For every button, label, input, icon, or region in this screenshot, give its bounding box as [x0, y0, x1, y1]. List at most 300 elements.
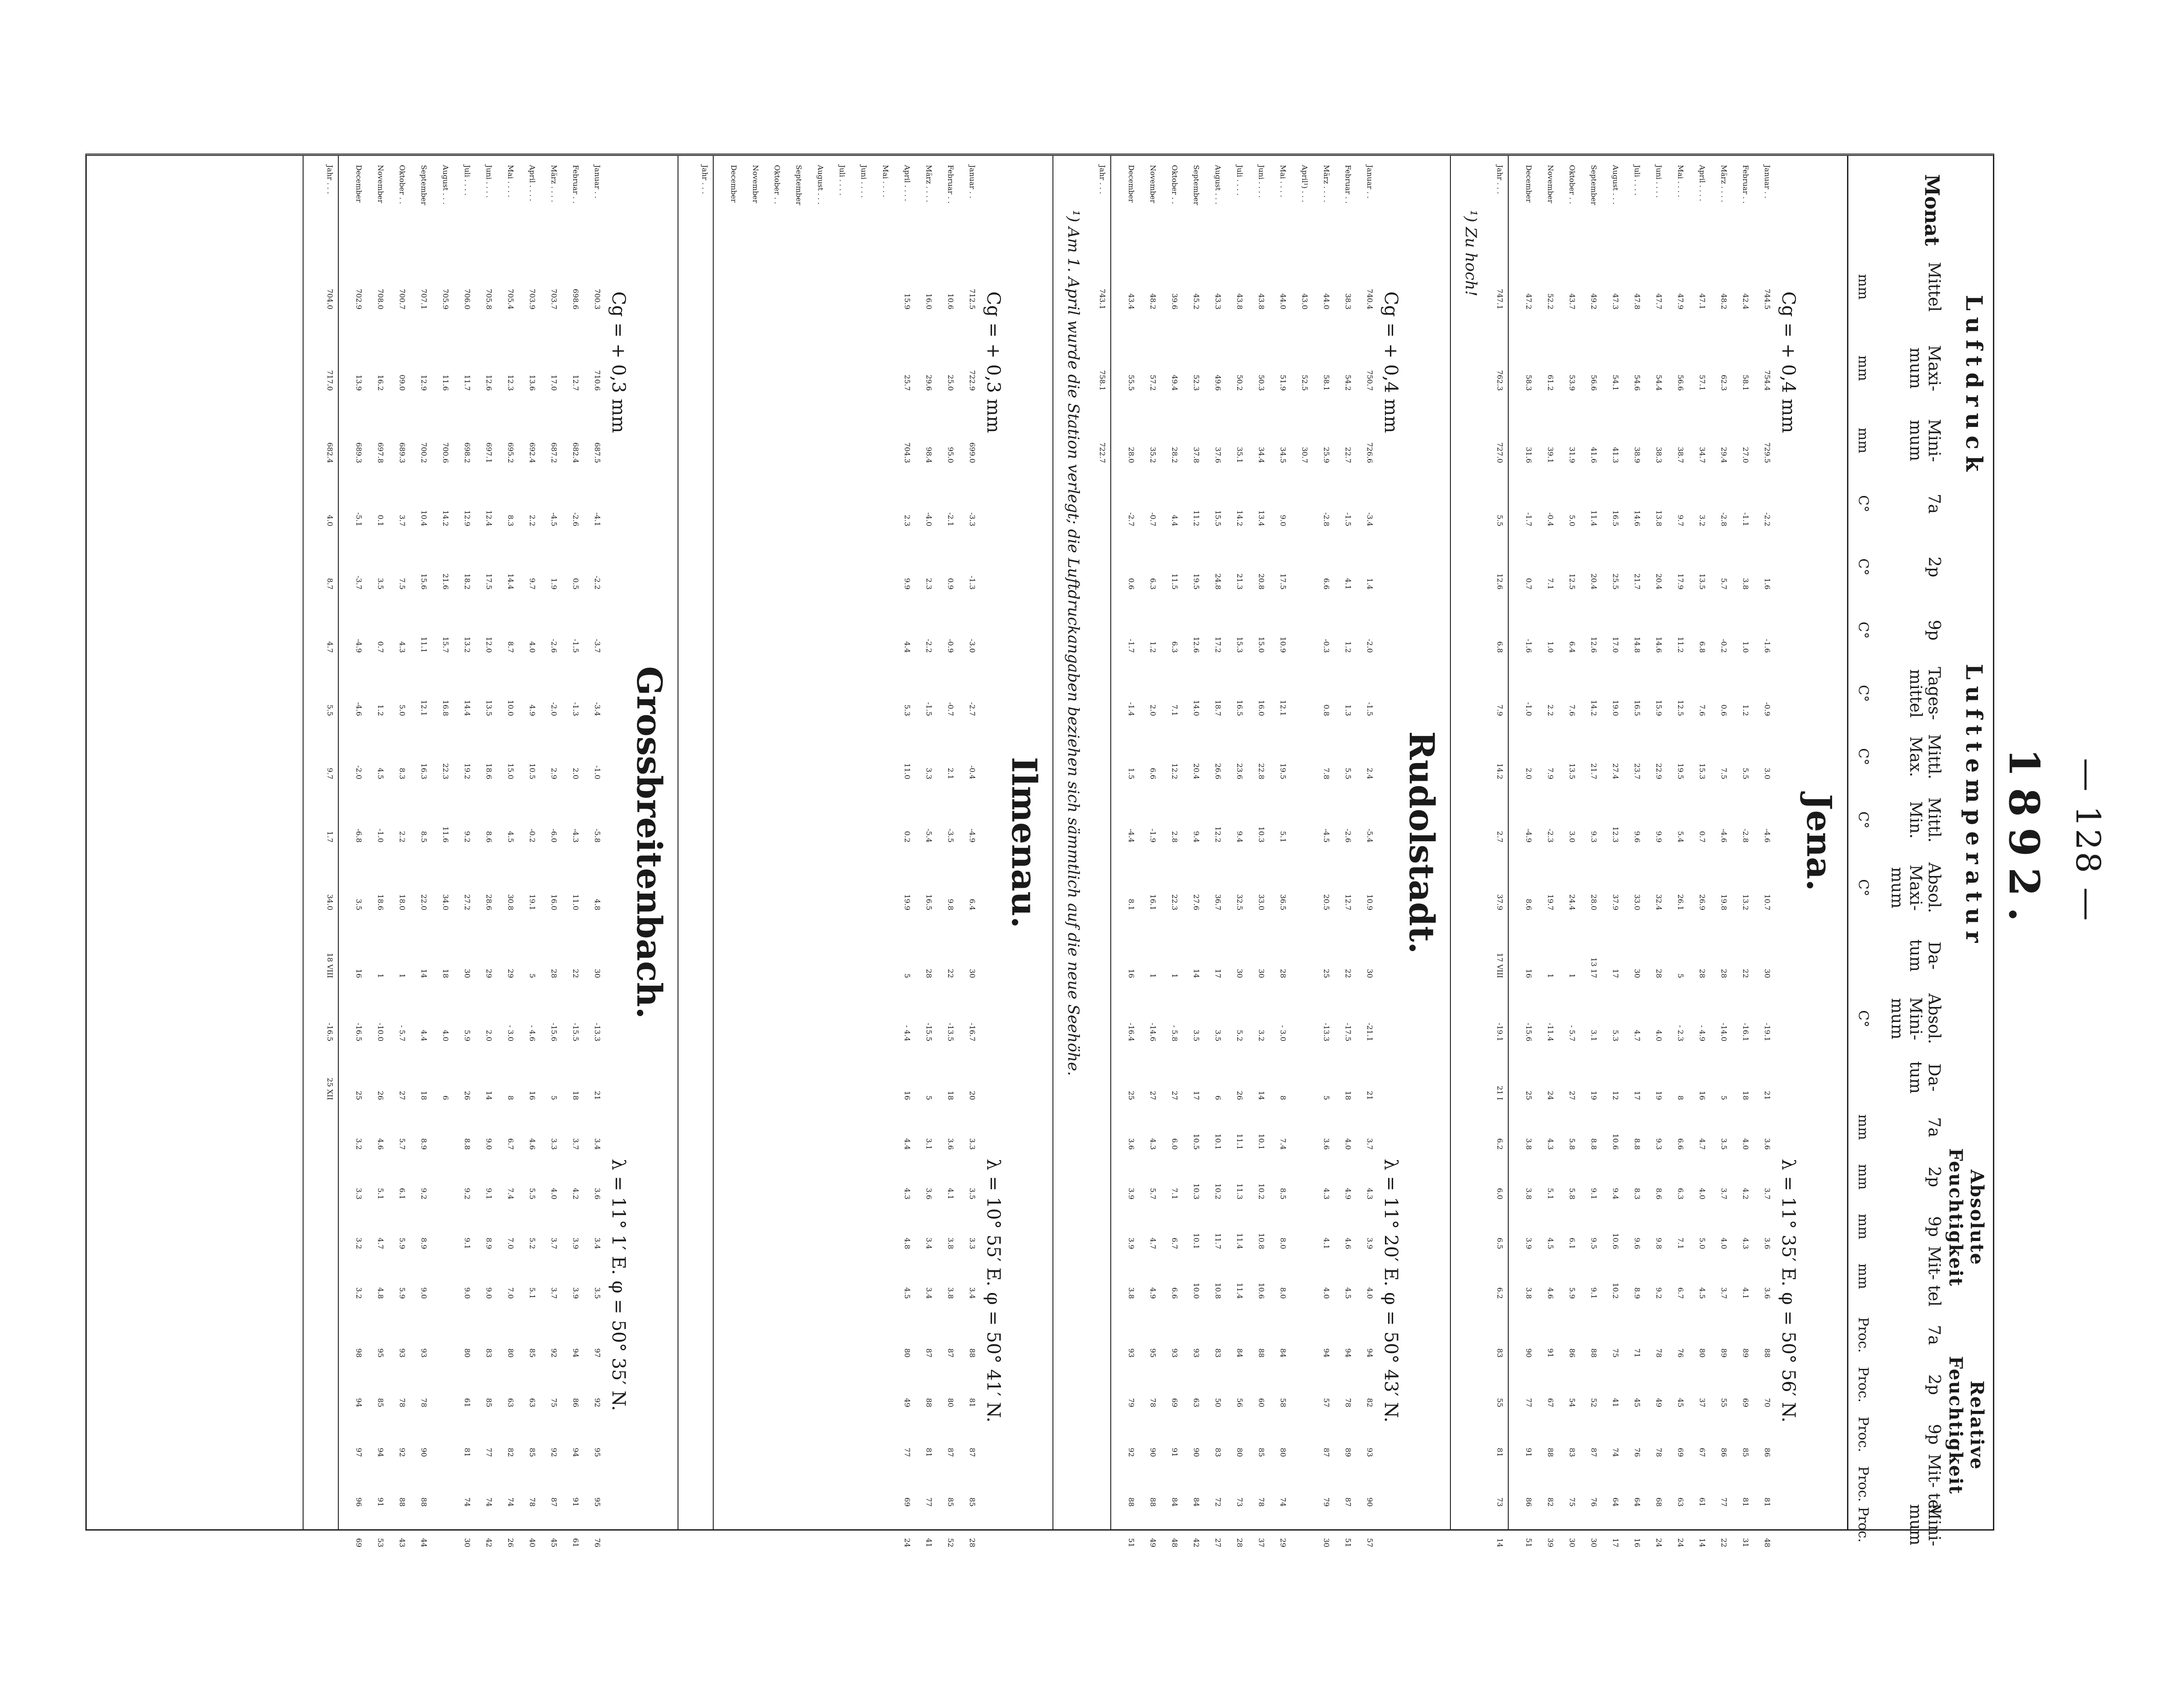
table-cell: 30 [463, 969, 472, 978]
table-cell: 11.2 [1676, 637, 1685, 653]
table-cell: 10.6 [946, 293, 955, 309]
table-cell: 17 [1192, 1091, 1201, 1100]
table-cell: 3.6 [925, 1188, 933, 1199]
table-cell: 28 [1235, 1538, 1244, 1547]
table-cell: 51 [1127, 1538, 1136, 1547]
table-cell: 22 [1741, 969, 1750, 978]
table-cell: -1.0 [593, 765, 602, 779]
table-cell: 3.7 [1720, 1287, 1728, 1299]
table-cell: 8.9 [420, 1138, 428, 1150]
table-cell: 85 [376, 1398, 385, 1407]
table-cell: 15.7 [441, 637, 450, 653]
table-cell: 63 [528, 1398, 537, 1407]
table-row [1223, 156, 1244, 1547]
table-cell: 8.6 [485, 831, 493, 843]
table-cell: 45.2 [1192, 293, 1201, 309]
table-cell: 712.5 [968, 289, 977, 309]
table-cell: 92 [1127, 1447, 1136, 1457]
table-cell: 9.4 [1192, 831, 1201, 843]
table-cell: 3.7 [550, 1287, 558, 1299]
table-cell: -5.4 [1366, 829, 1374, 843]
table-cell: 8.0 [1279, 1237, 1287, 1249]
table-cell: -4.9 [355, 639, 363, 653]
table-cell: 43.0 [1300, 293, 1309, 309]
table-cell: 47.1 [1698, 293, 1707, 309]
total-rule [338, 156, 339, 1529]
table-cell: 84 [1192, 1497, 1201, 1507]
table-cell: 31.9 [1568, 447, 1576, 463]
table-cell: 19.5 [1192, 573, 1201, 590]
table-cell: -3.0 [968, 639, 977, 653]
table-cell: 3.3 [355, 1188, 363, 1199]
table-cell: 8 [1279, 1095, 1287, 1100]
table-cell: 727.0 [1496, 442, 1504, 463]
table-cell: 8 [1676, 1095, 1685, 1100]
table-cell: 18 [1741, 1091, 1750, 1100]
station-title: Grossbreitenbach. [629, 666, 669, 1019]
header-col-18: 2p [1925, 1374, 1943, 1395]
table-cell: 21 [593, 1091, 602, 1100]
table-cell: -0.2 [528, 829, 537, 843]
table-cell: 12.1 [420, 700, 428, 716]
table-cell: 704.3 [903, 442, 912, 463]
header-col-17: 7a [1925, 1325, 1943, 1345]
header-unit-20: Proc. [1855, 1466, 1871, 1502]
table-cell: 2.2 [1546, 704, 1555, 716]
table-cell: 49.4 [1170, 375, 1179, 391]
table-cell: 4.3 [1546, 1138, 1555, 1150]
month-label: Juni . . . . [860, 165, 868, 198]
table-cell: 14.6 [1655, 637, 1663, 653]
table-cell: 28.0 [1590, 894, 1598, 910]
table-cell: 12.6 [1192, 637, 1201, 653]
table-cell: 41.6 [1590, 447, 1598, 463]
month-label: November [751, 165, 760, 203]
table-cell: 94 [376, 1447, 385, 1457]
table-cell: 52.3 [1192, 375, 1201, 391]
table-cell: 18 [571, 1091, 580, 1100]
table-cell: 43.4 [1127, 293, 1136, 309]
table-cell: 97 [355, 1447, 363, 1457]
table-cell: 85 [528, 1447, 537, 1457]
table-cell: 80 [463, 1348, 472, 1358]
table-cell: 29.4 [1720, 447, 1728, 463]
table-cell: 4.3 [1149, 1138, 1157, 1150]
table-cell: 698.2 [463, 442, 472, 463]
table-cell: 57 [1322, 1398, 1331, 1407]
month-label: Mai . . . . [1279, 165, 1287, 197]
table-cell: 8.6 [1655, 1188, 1663, 1199]
table-cell: -0.9 [946, 639, 955, 653]
table-cell: 2.1 [946, 768, 955, 779]
table-cell: 22 [1720, 1538, 1728, 1547]
table-cell: 09.0 [398, 375, 407, 391]
table-cell: 4.0 [441, 1030, 450, 1041]
table-cell: 69 [903, 1497, 912, 1507]
table-cell: 30 [968, 969, 977, 978]
table-cell: 16 [1525, 969, 1533, 978]
table-cell: 10.8 [1214, 1283, 1222, 1299]
table-cell: 7.6 [1698, 704, 1707, 716]
table-cell: 49.2 [1590, 293, 1598, 309]
table-cell: 78 [1655, 1447, 1663, 1457]
table-cell: 87 [946, 1447, 955, 1457]
table-cell: -19.1 [1496, 1022, 1504, 1041]
table-cell: 50.3 [1257, 375, 1266, 391]
table-cell: 74 [1611, 1447, 1620, 1457]
table-cell: 744.5 [1763, 289, 1772, 309]
table-cell: 4.0 [1741, 1138, 1750, 1150]
table-cell: 33.0 [1633, 894, 1642, 910]
table-cell: 3.6 [593, 1188, 602, 1199]
table-cell: 28 [1698, 969, 1707, 978]
table-cell: 84 [1279, 1348, 1287, 1358]
table-cell: 4.5 [1546, 1237, 1555, 1249]
table-cell: 89 [1344, 1447, 1352, 1457]
table-cell: 6.2 [1496, 1287, 1504, 1299]
table-cell: -5.4 [925, 829, 933, 843]
header-col-4: 2p [1925, 557, 1943, 577]
table-row [1729, 156, 1750, 1547]
table-cell: 40 [528, 1538, 537, 1547]
table-cell: -1.7 [1127, 639, 1136, 653]
table-cell: 24 [1655, 1538, 1663, 1547]
table-cell: 17.2 [1214, 637, 1222, 653]
header-unit-3: C° [1855, 495, 1871, 512]
table-cell: 15.9 [1655, 700, 1663, 716]
table-cell: 22.7 [1344, 447, 1352, 463]
month-label: Jahr . . . [1496, 165, 1504, 194]
table-cell: 5 [1676, 973, 1685, 978]
table-cell: 41 [1611, 1398, 1620, 1407]
table-cell: 47.3 [1611, 293, 1620, 309]
table-cell: 28.0 [1127, 447, 1136, 463]
table-cell: 5.5 [1741, 768, 1750, 779]
table-cell: 49 [903, 1398, 912, 1407]
table-cell: 37.8 [1192, 447, 1201, 463]
table-cell: 77 [1525, 1398, 1533, 1407]
table-cell: 8.7 [326, 578, 334, 590]
table-row [1136, 156, 1157, 1547]
table-cell: 76 [1590, 1497, 1598, 1507]
month-label: December [730, 165, 738, 203]
table-cell: 17 VIII [1496, 953, 1504, 978]
table-cell: 9.4 [1235, 831, 1244, 843]
table-row [934, 156, 955, 1547]
month-label: August . . . [816, 165, 825, 205]
month-label: März . . . . [550, 165, 558, 202]
table-total-row [1086, 156, 1107, 1529]
table-cell: 1.4 [1366, 578, 1374, 590]
table-cell: 3.4 [925, 1287, 933, 1299]
table-cell: 5.1 [528, 1287, 537, 1299]
table-cell: 5.4 [1676, 831, 1685, 843]
table-cell: 12.6 [485, 375, 493, 391]
table-cell: - 3.0 [506, 1025, 515, 1041]
table-cell: 15.6 [420, 573, 428, 590]
table-cell: 11.5 [1170, 573, 1179, 590]
table-cell: 10.8 [1257, 1233, 1266, 1249]
header-unit-19: Proc. [1855, 1416, 1871, 1452]
table-cell: 49.6 [1214, 375, 1222, 391]
table-cell: 19.9 [903, 894, 912, 910]
table-row [956, 156, 977, 1547]
table-cell: 95.0 [946, 447, 955, 463]
table-cell: -2.6 [1344, 829, 1352, 843]
table-cell: 1 [376, 973, 385, 978]
table-cell: 53 [376, 1538, 385, 1547]
table-cell: 700.3 [593, 289, 602, 309]
table-cell: 1 [1149, 973, 1157, 978]
table-cell: 51 [1525, 1538, 1533, 1547]
table-cell: 0.1 [376, 515, 385, 526]
table-cell: - 5.7 [1568, 1025, 1576, 1041]
table-cell: 9.3 [1590, 831, 1598, 843]
table-cell: 11.1 [1235, 1133, 1244, 1150]
table-cell: 7.1 [1170, 704, 1179, 716]
table-cell: 37.9 [1611, 894, 1620, 910]
table-cell: 92 [593, 1398, 602, 1407]
table-cell: 18.6 [485, 763, 493, 779]
table-cell: 47.9 [1676, 293, 1685, 309]
table-cell: 16 [1127, 969, 1136, 978]
table-cell: 25 [1322, 969, 1331, 978]
table-cell: 9.7 [1676, 515, 1685, 526]
table-cell: 18.0 [398, 894, 407, 910]
table-cell: 74 [463, 1497, 472, 1507]
table-cell: -1.3 [571, 702, 580, 716]
table-cell: 54.2 [1344, 375, 1352, 391]
table-cell: 24.4 [1568, 894, 1576, 910]
table-cell: 84 [1170, 1497, 1179, 1507]
table-cell: 88 [1127, 1497, 1136, 1507]
table-cell: 9.0 [463, 1287, 472, 1299]
table-cell: 4.4 [903, 1138, 912, 1150]
table-cell: 5.2 [1235, 1030, 1244, 1041]
table-cell: 9.1 [485, 1188, 493, 1199]
table-cell: 11.3 [1235, 1183, 1244, 1199]
table-cell: 10.9 [1366, 894, 1374, 910]
table-cell: 1.2 [376, 704, 385, 716]
table-cell: 0.8 [1322, 704, 1331, 716]
table-cell: 31.6 [1525, 447, 1533, 463]
table-cell: 14 [1257, 1091, 1266, 1100]
table-cell: 12.5 [1676, 700, 1685, 716]
table-cell: 30 [1568, 1538, 1576, 1547]
table-cell: 12.0 [485, 637, 493, 653]
table-cell: 26.9 [1698, 894, 1707, 910]
table-cell: 5.1 [1546, 1188, 1555, 1199]
table-cell: 3.3 [550, 1138, 558, 1150]
table-row [782, 156, 803, 1529]
table-cell: 19.5 [1279, 763, 1287, 779]
table-cell: -5.1 [355, 512, 363, 526]
table-cell: 5.5 [1496, 515, 1504, 526]
table-cell: 10.0 [506, 700, 515, 716]
table-cell: 16 [355, 969, 363, 978]
table-cell: 5.5 [528, 1188, 537, 1199]
table-cell: 87 [1322, 1447, 1331, 1457]
header-lufttemperatur: Lufttemperatur [1961, 664, 1988, 949]
table-cell: 52 [1590, 1398, 1598, 1407]
table-cell: 3.2 [355, 1287, 363, 1299]
table-cell: 19.1 [528, 894, 537, 910]
station-cg: Cg = + 0,4 mm [1778, 291, 1799, 433]
footnote: ¹) Zu hoch! [1462, 210, 1480, 297]
header-unit-1: mm [1855, 355, 1871, 381]
table-cell: 86 [571, 1398, 580, 1407]
table-cell: 63 [1192, 1398, 1201, 1407]
table-cell: 47.8 [1633, 293, 1642, 309]
table-cell: 85 [528, 1348, 537, 1358]
table-cell: 19.5 [1676, 763, 1685, 779]
table-cell: 25.9 [1322, 447, 1331, 463]
header-unit-9: C° [1855, 879, 1871, 896]
table-frame [85, 154, 1994, 1547]
table-cell: 16.1 [1149, 894, 1157, 910]
table-cell: 34.5 [1279, 447, 1287, 463]
table-cell: 75 [1568, 1497, 1576, 1507]
table-cell: 5.0 [398, 704, 407, 716]
header-col-13: 7a [1925, 1117, 1943, 1138]
table-row [1642, 156, 1663, 1547]
table-cell: 3.8 [946, 1237, 955, 1249]
table-cell: 4.6 [1344, 1237, 1352, 1249]
table-cell: 95 [376, 1348, 385, 1358]
table-cell: 30.8 [506, 894, 515, 910]
table-cell: 8.7 [506, 641, 515, 653]
table-cell: 52.2 [1546, 293, 1555, 309]
table-cell: 9.2 [420, 1188, 428, 1199]
header-absolute-feuchtigkeit: Absolute Feuchtigkeit [1945, 1148, 1988, 1287]
table-cell: 30 [1633, 969, 1642, 978]
table-cell: 3.2 [355, 1138, 363, 1150]
table-cell: 64 [1611, 1497, 1620, 1507]
table-cell: 48.2 [1720, 293, 1728, 309]
table-cell: 82 [1366, 1398, 1374, 1407]
table-cell: 11.2 [1192, 510, 1201, 526]
table-cell: -6.8 [355, 829, 363, 843]
table-cell: 22.3 [441, 763, 450, 779]
header-unit-16: mm [1855, 1263, 1871, 1289]
table-cell: 8.6 [1525, 899, 1533, 910]
table-cell: -5.8 [593, 829, 602, 843]
table-cell: 78 [1655, 1348, 1663, 1358]
header-col-20: Mit- tel [1925, 1454, 1943, 1514]
table-row [804, 156, 825, 1529]
table-row [1599, 156, 1620, 1547]
table-cell: 8.0 [1279, 1287, 1287, 1299]
table-cell: 20.4 [1192, 763, 1201, 779]
table-cell: -4.9 [968, 829, 977, 843]
table-row [761, 156, 781, 1529]
table-cell: 1.5 [1127, 768, 1136, 779]
table-cell: 43.8 [1257, 293, 1266, 309]
table-row [739, 156, 760, 1529]
total-rule [1110, 156, 1111, 1529]
table-cell: 7.5 [398, 578, 407, 590]
month-label: December [355, 165, 363, 203]
table-cell: 58.1 [1322, 375, 1331, 391]
table-cell: 15.0 [506, 763, 515, 779]
table-cell: -1.3 [968, 576, 977, 590]
station-cg: Cg = + 0,4 mm [1380, 291, 1401, 433]
table-cell: 5.9 [1568, 1287, 1576, 1299]
table-cell: 9.4 [1611, 1188, 1620, 1199]
table-cell: -16.4 [1127, 1022, 1136, 1041]
table-cell: 62.3 [1720, 375, 1728, 391]
table-cell: 14 [1192, 969, 1201, 978]
table-cell: 3.7 [550, 1237, 558, 1249]
table-cell: 64 [1633, 1497, 1642, 1507]
table-cell: 17.9 [1676, 573, 1685, 590]
table-cell: 12.6 [1496, 573, 1504, 590]
header-col-7: Mittl. Max. [1906, 734, 1943, 780]
table-cell: -4.3 [571, 829, 580, 843]
table-cell: 90 [1149, 1447, 1157, 1457]
table-cell: 98 [355, 1348, 363, 1358]
table-cell: -1.4 [1127, 702, 1136, 716]
table-cell: 16 [1698, 1091, 1707, 1100]
table-cell: 9.5 [1590, 1237, 1598, 1249]
table-cell: 705.8 [485, 289, 493, 309]
month-label: Jahr . . . [1098, 165, 1107, 194]
table-cell: -1.6 [1525, 639, 1533, 653]
table-cell: 81 [1741, 1497, 1750, 1507]
table-cell: 83 [1496, 1348, 1504, 1358]
table-cell: -15.6 [1525, 1022, 1533, 1041]
table-cell: 5.7 [1720, 578, 1728, 590]
table-cell: 12 [1611, 1091, 1620, 1100]
table-cell: 34.4 [1257, 447, 1266, 463]
table-cell: 3.4 [968, 1287, 977, 1299]
table-cell: -16.5 [355, 1022, 363, 1041]
table-cell: -17.5 [1344, 1022, 1352, 1041]
table-cell: 0.7 [376, 641, 385, 653]
table-cell: 26 [463, 1091, 472, 1100]
table-cell: 44.0 [1279, 293, 1287, 309]
table-row [407, 156, 428, 1547]
table-cell: 6.6 [1676, 1138, 1685, 1150]
table-cell: 5.1 [376, 1188, 385, 1199]
table-cell: 33.0 [1257, 894, 1266, 910]
table-cell: 51 [1344, 1538, 1352, 1547]
table-row [1288, 156, 1309, 1529]
table-cell: 25 [1525, 1091, 1533, 1100]
table-cell: 77 [925, 1497, 933, 1507]
table-cell: 1 [1546, 973, 1555, 978]
table-cell: 53.9 [1568, 375, 1576, 391]
table-cell: 4.1 [946, 1188, 955, 1199]
table-cell: -1.5 [925, 702, 933, 716]
table-cell: 57 [1366, 1538, 1374, 1547]
table-cell: 16.2 [376, 375, 385, 391]
table-cell: 86 [1525, 1497, 1533, 1507]
table-cell: 56.6 [1676, 375, 1685, 391]
table-cell: 15.3 [1698, 763, 1707, 779]
table-cell: 27 [1568, 1091, 1576, 1100]
table-cell: 9.0 [1279, 515, 1287, 526]
table-cell: 44.0 [1322, 293, 1331, 309]
table-cell: 13.4 [1257, 510, 1266, 526]
table-cell: 6.0 [1496, 1188, 1504, 1199]
table-cell: 3.7 [1366, 1138, 1374, 1150]
table-cell: 2.0 [485, 1030, 493, 1041]
table-cell: 4.6 [528, 1138, 537, 1150]
month-label: Juni . . . . [485, 165, 493, 198]
table-cell: -2.0 [1366, 639, 1374, 653]
table-cell: 13.5 [485, 700, 493, 716]
